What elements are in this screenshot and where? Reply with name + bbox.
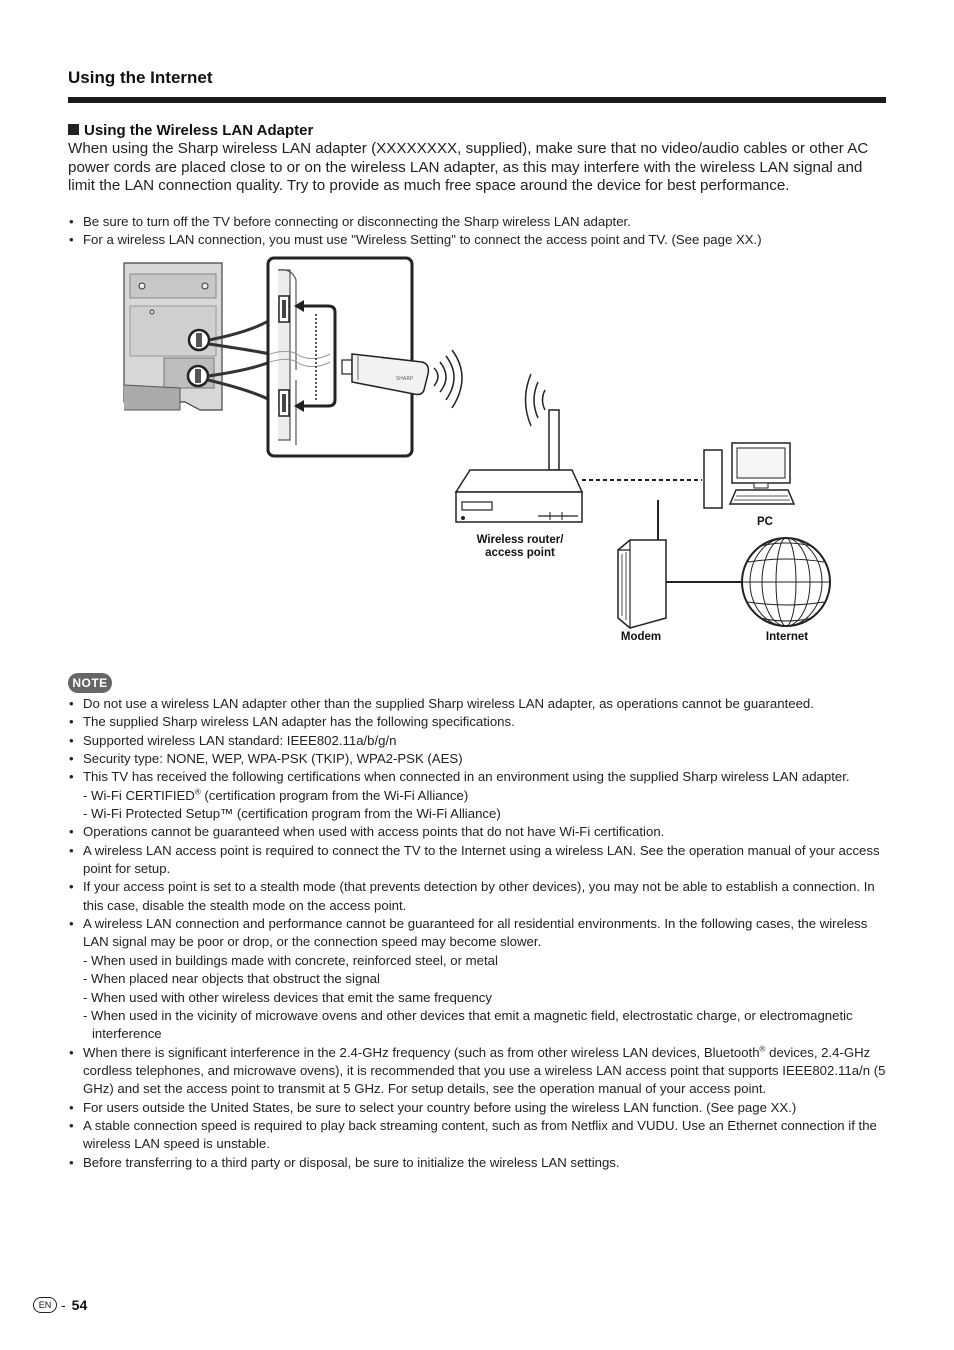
sub-item: - When used in the vicinity of microwave ovens and other devices that emit a magnetic field, electrostatic charge, or electromagnetic interference <box>83 1007 853 1042</box>
list-item: • Be sure to turn off the TV before connecting or disconnecting the Sharp wireless LAN adapter. <box>68 213 886 231</box>
list-item: • Operations cannot be guaranteed when used with access points that do not have Wi-Fi certification. <box>68 823 888 841</box>
subsection-heading <box>68 122 313 139</box>
list-item: • Before transferring to a third party or disposal, be sure to initialize the wireless LAN settings. <box>68 1154 888 1172</box>
list-item: • A stable connection speed is required to play back streaming content, such as from Netflix and VUDU. Use an Ethernet connection if the wireless LAN speed is unstable. <box>68 1117 888 1154</box>
list-item <box>68 915 888 1043</box>
list-item: • For a wireless LAN connection, you must use "Wireless Setting" to connect the access point and TV. (See page XX.) <box>68 231 886 249</box>
sub-item-text: (certification program from the Wi-Fi Alliance) <box>200 787 469 803</box>
sub-item: - When placed near objects that obstruct the signal <box>83 971 380 987</box>
list-item <box>68 1044 888 1099</box>
note-text: A wireless LAN connection and performance cannot be guaranteed for all residential environments. In the following cases, the wireless LAN signal may be poor or drop, or the connection speed may become slower. <box>83 916 868 950</box>
router-label <box>450 534 590 560</box>
pc-illustration <box>704 443 794 508</box>
sub-item: - When used in buildings made with concrete, reinforced steel, or metal <box>83 952 498 968</box>
sub-item <box>83 787 888 805</box>
note-text: This TV has received the following certifications when connected in an environment using the supplied Sharp wireless LAN adapter. <box>83 769 850 785</box>
sub-item-text: - Wi-Fi CERTIFIED <box>83 787 195 803</box>
list-item: • For users outside the United States, be sure to select your country before using the wireless LAN function. (See page XX.) <box>68 1099 888 1117</box>
language-badge: EN <box>33 1297 57 1313</box>
list-item: • Security type: NONE, WEP, WPA-PSK (TKIP), WPA2-PSK (AES) <box>68 750 888 768</box>
registered-mark: ® <box>194 787 201 797</box>
intro-bullets <box>68 213 886 249</box>
intro-paragraph: When using the Sharp wireless LAN adapter (XXXXXXXX, supplied), make sure that no video/audio cables or other AC power cords are placed close to or on the wireless LAN adapter, as this may interfere with the wireless LAN signal and limit the LAN connection quality. Try to provide as much free space around the device for best performance. <box>68 140 869 195</box>
square-bullet-icon <box>68 124 79 135</box>
list-item: • The supplied Sharp wireless LAN adapter has the following specifications. <box>68 713 888 731</box>
page-number: 54 <box>71 1297 88 1313</box>
note-text: When there is significant interference in the 2.4-GHz frequency (such as from other wireless LAN devices, Bluetooth <box>83 1044 760 1060</box>
page-footer <box>33 1297 87 1313</box>
internet-globe-icon <box>742 538 830 626</box>
note-badge: NOTE <box>68 673 112 693</box>
page-section-title: Using the Internet <box>68 68 213 87</box>
sub-item: - Wi-Fi Protected Setup™ (certification program from the Wi-Fi Alliance) <box>83 806 501 822</box>
modem-label: Modem <box>620 631 662 643</box>
wireless-router-illustration <box>456 374 582 522</box>
registered-mark: ® <box>759 1044 766 1054</box>
svg-text:SHARP: SHARP <box>396 376 413 382</box>
note-list <box>68 695 888 1172</box>
router-label-line: Wireless router/ <box>476 534 564 546</box>
connection-diagram-svg <box>120 250 840 660</box>
modem-illustration <box>618 540 666 628</box>
tv-rear-panel-illustration <box>124 263 270 410</box>
internet-label: Internet <box>765 631 809 643</box>
list-item: • If your access point is set to a stealth mode (that prevents detection by other devices), you may not be able to establish a connection. In this case, disable the stealth mode on the access point. <box>68 878 888 915</box>
sub-item: - When used with other wireless devices that emit the same frequency <box>83 989 492 1005</box>
pc-label: PC <box>757 516 773 528</box>
list-item: • A wireless LAN access point is required to connect the TV to the Internet using a wireless LAN. See the operation manual of your access point for setup. <box>68 842 888 879</box>
usb-port-zoom-box <box>268 258 462 456</box>
note-text: devices, 2.4-GHz cordless telephones, and microwave ovens), it is recommended that you use a wireless LAN access point that supports IEEE802.11a/n (5 GHz) and set the access point to transmit at 5 GHz. For setup details, see the operation manual of your access point. <box>83 1044 886 1097</box>
connection-diagram <box>120 250 840 660</box>
list-item <box>68 768 888 823</box>
router-label-line: access point <box>485 547 555 559</box>
list-item: • Supported wireless LAN standard: IEEE802.11a/b/g/n <box>68 732 888 750</box>
header-rule <box>68 97 886 103</box>
list-item: • Do not use a wireless LAN adapter other than the supplied Sharp wireless LAN adapter, as operations cannot be guaranteed. <box>68 695 888 713</box>
footer-dash: - <box>61 1297 66 1313</box>
subsection-heading-text: Using the Wireless LAN Adapter <box>84 122 314 139</box>
